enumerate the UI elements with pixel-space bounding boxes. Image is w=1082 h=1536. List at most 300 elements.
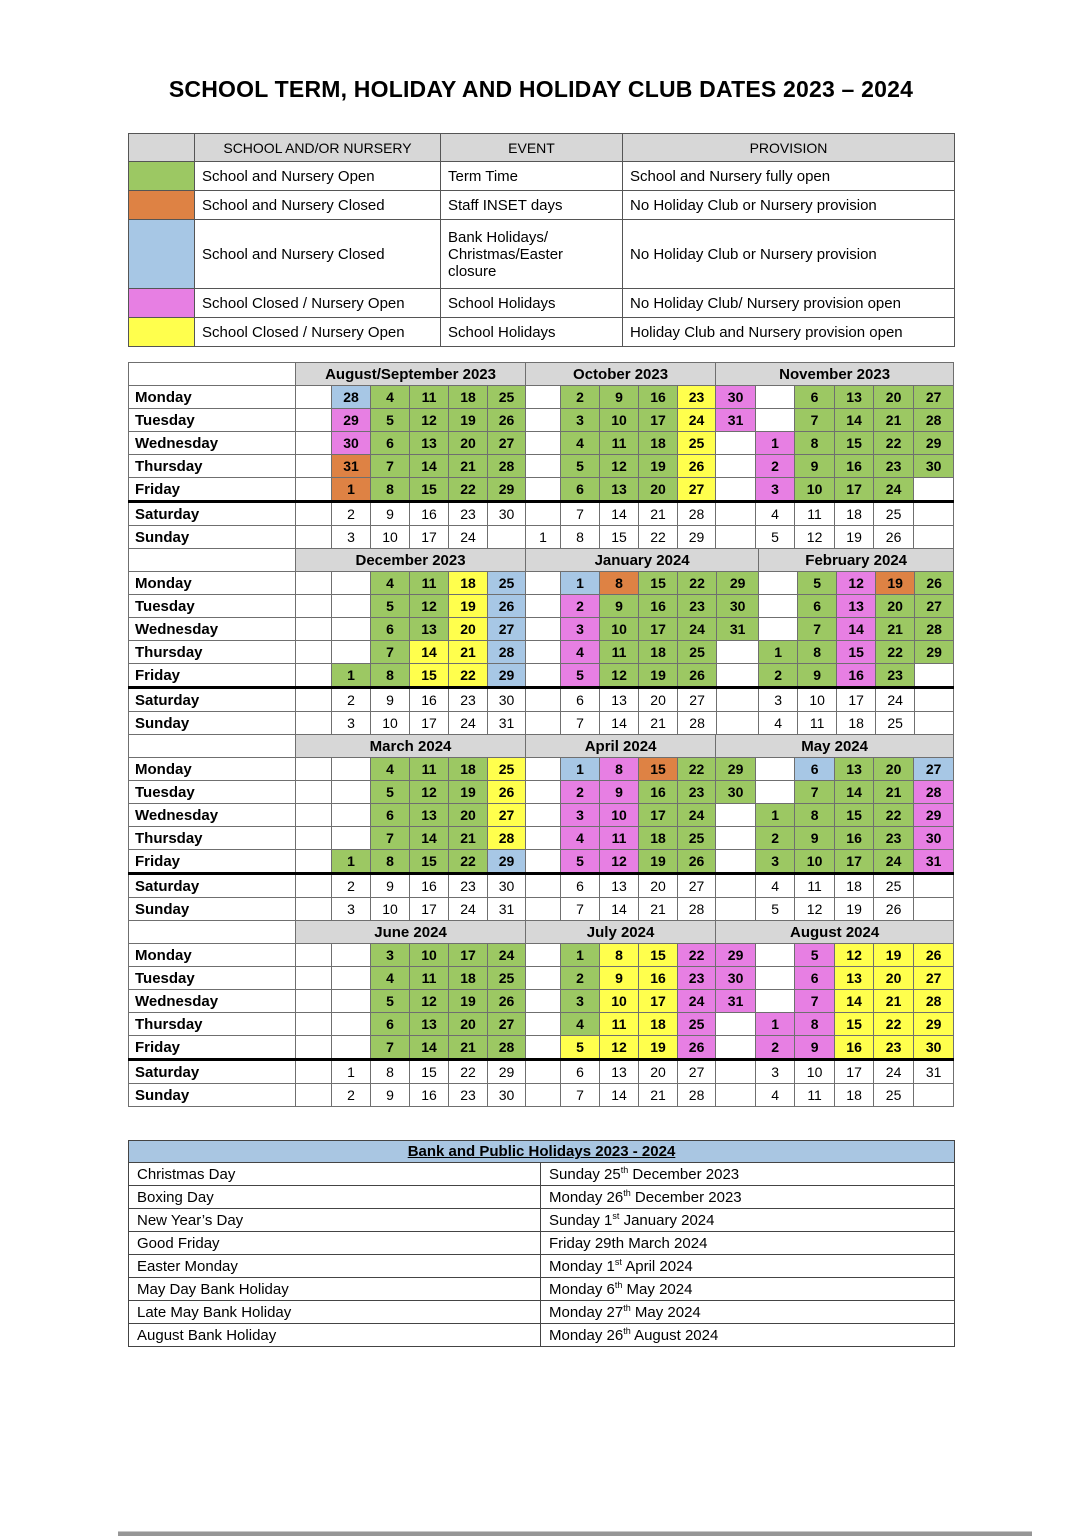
day-name-label: Sunday bbox=[129, 898, 296, 921]
month-header: October 2023 bbox=[526, 363, 716, 386]
date-cell: 17 bbox=[449, 944, 488, 967]
empty-cell bbox=[296, 478, 332, 502]
empty-cell bbox=[716, 478, 756, 502]
legend-provision: Holiday Club and Nursery provision open bbox=[623, 318, 955, 347]
date-cell: 14 bbox=[410, 1036, 449, 1060]
calendar-group-1 bbox=[128, 362, 954, 549]
calendar-group-4 bbox=[128, 920, 954, 1107]
date-cell: 15 bbox=[639, 572, 678, 595]
bank-holidays-table bbox=[128, 1140, 955, 1347]
date-cell: 20 bbox=[639, 1060, 678, 1084]
empty-cell bbox=[526, 641, 561, 664]
legend-school: School Closed / Nursery Open bbox=[195, 289, 441, 318]
date-cell: 22 bbox=[639, 526, 678, 549]
legend-table bbox=[128, 133, 955, 347]
date-cell: 10 bbox=[371, 712, 410, 735]
date-cell: 24 bbox=[678, 409, 716, 432]
date-cell: 25 bbox=[488, 967, 526, 990]
bank-holiday-row bbox=[129, 1186, 955, 1209]
date-cell: 24 bbox=[449, 712, 488, 735]
date-cell: 13 bbox=[600, 1060, 639, 1084]
date-cell: 3 bbox=[561, 618, 600, 641]
empty-cell bbox=[296, 386, 332, 409]
empty-cell bbox=[717, 664, 759, 688]
date-cell: 12 bbox=[837, 572, 876, 595]
empty-cell bbox=[296, 432, 332, 455]
legend-header-school: SCHOOL AND/OR NURSERY bbox=[195, 134, 441, 162]
month-header: November 2023 bbox=[716, 363, 954, 386]
date-cell: 24 bbox=[678, 618, 717, 641]
bank-holiday-name: Good Friday bbox=[129, 1232, 541, 1255]
date-cell: 27 bbox=[488, 432, 526, 455]
date-cell: 24 bbox=[449, 526, 488, 549]
legend-header-empty bbox=[129, 134, 195, 162]
empty-cell bbox=[332, 781, 371, 804]
date-cell: 10 bbox=[600, 409, 639, 432]
date-cell: 3 bbox=[332, 898, 371, 921]
date-cell: 16 bbox=[639, 595, 678, 618]
date-cell: 2 bbox=[759, 664, 798, 688]
date-cell: 5 bbox=[561, 1036, 600, 1060]
date-cell: 8 bbox=[795, 804, 835, 827]
bank-holiday-name: August Bank Holiday bbox=[129, 1324, 541, 1347]
legend-swatch-magenta bbox=[129, 289, 195, 318]
date-cell: 21 bbox=[639, 898, 678, 921]
date-cell: 8 bbox=[795, 1013, 835, 1036]
day-name-label: Wednesday bbox=[129, 618, 296, 641]
bank-holiday-date: Monday 26th December 2023 bbox=[541, 1186, 955, 1209]
date-cell: 15 bbox=[410, 1060, 449, 1084]
empty-cell bbox=[332, 595, 371, 618]
empty-cell bbox=[756, 758, 795, 781]
empty-cell bbox=[296, 1084, 332, 1107]
empty-cell bbox=[526, 478, 561, 502]
date-cell: 2 bbox=[756, 455, 795, 478]
date-cell: 16 bbox=[410, 502, 449, 526]
date-cell: 3 bbox=[561, 804, 600, 827]
date-cell: 12 bbox=[600, 1036, 639, 1060]
date-cell: 8 bbox=[798, 641, 837, 664]
date-cell: 10 bbox=[371, 526, 410, 549]
date-cell: 30 bbox=[716, 386, 756, 409]
day-name-label: Tuesday bbox=[129, 595, 296, 618]
empty-cell bbox=[526, 1084, 561, 1107]
legend-row-term-time bbox=[129, 162, 955, 191]
date-cell: 8 bbox=[561, 526, 600, 549]
date-cell: 28 bbox=[678, 898, 716, 921]
date-cell: 20 bbox=[449, 1013, 488, 1036]
next-page-table-edge bbox=[118, 1531, 1032, 1536]
date-cell: 15 bbox=[639, 944, 678, 967]
month-header: March 2024 bbox=[296, 735, 526, 758]
date-cell: 28 bbox=[678, 712, 717, 735]
date-cell: 19 bbox=[449, 595, 488, 618]
date-cell: 29 bbox=[488, 664, 526, 688]
date-cell: 18 bbox=[449, 967, 488, 990]
legend-school: School and Nursery Closed bbox=[195, 191, 441, 220]
date-cell: 17 bbox=[639, 618, 678, 641]
date-cell: 30 bbox=[717, 595, 759, 618]
legend-school: School Closed / Nursery Open bbox=[195, 318, 441, 347]
date-cell: 28 bbox=[915, 618, 954, 641]
date-cell: 29 bbox=[488, 850, 526, 874]
date-cell: 7 bbox=[561, 502, 600, 526]
date-cell: 17 bbox=[410, 898, 449, 921]
bank-holiday-name: Easter Monday bbox=[129, 1255, 541, 1278]
date-cell: 9 bbox=[371, 874, 410, 898]
date-cell: 27 bbox=[678, 874, 716, 898]
date-cell: 21 bbox=[449, 641, 488, 664]
date-cell: 30 bbox=[332, 432, 371, 455]
empty-cell bbox=[332, 758, 371, 781]
legend-provision: No Holiday Club or Nursery provision bbox=[623, 191, 955, 220]
bank-holiday-row bbox=[129, 1209, 955, 1232]
date-cell: 2 bbox=[561, 595, 600, 618]
date-cell: 22 bbox=[678, 944, 716, 967]
date-cell: 20 bbox=[639, 478, 678, 502]
bank-holiday-date: Sunday 25th December 2023 bbox=[541, 1163, 955, 1186]
date-cell: 31 bbox=[716, 409, 756, 432]
day-name-label: Monday bbox=[129, 386, 296, 409]
date-cell: 23 bbox=[678, 595, 717, 618]
date-cell: 27 bbox=[914, 967, 954, 990]
day-name-label: Saturday bbox=[129, 1060, 296, 1084]
day-name-label: Friday bbox=[129, 478, 296, 502]
date-cell: 18 bbox=[449, 758, 488, 781]
date-cell: 3 bbox=[332, 526, 371, 549]
empty-cell bbox=[488, 526, 526, 549]
date-cell: 11 bbox=[600, 641, 639, 664]
date-cell: 31 bbox=[717, 618, 759, 641]
date-cell: 21 bbox=[639, 712, 678, 735]
month-header: August/September 2023 bbox=[296, 363, 526, 386]
date-cell: 11 bbox=[600, 1013, 639, 1036]
date-cell: 23 bbox=[874, 1036, 914, 1060]
empty-cell bbox=[332, 1036, 371, 1060]
date-cell: 15 bbox=[835, 1013, 874, 1036]
date-cell: 28 bbox=[914, 409, 954, 432]
date-cell: 5 bbox=[795, 944, 835, 967]
date-cell: 17 bbox=[410, 712, 449, 735]
date-cell: 29 bbox=[717, 572, 759, 595]
date-cell: 31 bbox=[488, 712, 526, 735]
date-cell: 19 bbox=[639, 664, 678, 688]
legend-swatch-orange bbox=[129, 191, 195, 220]
date-cell: 28 bbox=[488, 1036, 526, 1060]
date-cell: 20 bbox=[874, 967, 914, 990]
date-cell: 19 bbox=[639, 455, 678, 478]
date-cell: 14 bbox=[600, 712, 639, 735]
date-cell: 1 bbox=[756, 432, 795, 455]
day-name-label: Saturday bbox=[129, 874, 296, 898]
date-cell: 18 bbox=[449, 386, 488, 409]
date-cell: 12 bbox=[600, 455, 639, 478]
date-cell: 26 bbox=[914, 944, 954, 967]
empty-cell bbox=[296, 1036, 332, 1060]
date-cell: 1 bbox=[332, 478, 371, 502]
legend-swatch-yellow bbox=[129, 318, 195, 347]
empty-cell bbox=[716, 1084, 756, 1107]
date-cell: 9 bbox=[371, 502, 410, 526]
date-cell: 17 bbox=[835, 850, 874, 874]
empty-cell bbox=[296, 781, 332, 804]
date-cell: 27 bbox=[914, 386, 954, 409]
date-cell: 21 bbox=[874, 781, 914, 804]
empty-cell bbox=[716, 1013, 756, 1036]
empty-cell bbox=[716, 502, 756, 526]
bank-holiday-row bbox=[129, 1232, 955, 1255]
date-cell: 13 bbox=[835, 967, 874, 990]
date-cell: 18 bbox=[837, 712, 876, 735]
date-cell: 1 bbox=[332, 1060, 371, 1084]
date-cell: 22 bbox=[874, 804, 914, 827]
empty-cell bbox=[296, 664, 332, 688]
date-cell: 29 bbox=[914, 1013, 954, 1036]
date-cell: 28 bbox=[914, 781, 954, 804]
date-cell: 24 bbox=[449, 898, 488, 921]
date-cell: 5 bbox=[756, 898, 795, 921]
date-cell: 13 bbox=[410, 1013, 449, 1036]
date-cell: 7 bbox=[798, 618, 837, 641]
date-cell: 5 bbox=[756, 526, 795, 549]
date-cell: 29 bbox=[332, 409, 371, 432]
empty-cell bbox=[526, 967, 561, 990]
date-cell: 31 bbox=[914, 1060, 954, 1084]
date-cell: 18 bbox=[449, 572, 488, 595]
empty-cell bbox=[296, 712, 332, 735]
legend-event: Term Time bbox=[441, 162, 623, 191]
date-cell: 16 bbox=[837, 664, 876, 688]
date-cell: 30 bbox=[914, 1036, 954, 1060]
date-cell: 7 bbox=[795, 990, 835, 1013]
date-cell: 6 bbox=[561, 688, 600, 712]
date-cell: 18 bbox=[639, 641, 678, 664]
date-cell: 29 bbox=[716, 758, 756, 781]
date-cell: 16 bbox=[835, 827, 874, 850]
date-cell: 3 bbox=[332, 712, 371, 735]
date-cell: 14 bbox=[600, 898, 639, 921]
date-cell: 24 bbox=[678, 804, 716, 827]
date-cell: 3 bbox=[756, 850, 795, 874]
date-cell: 10 bbox=[600, 990, 639, 1013]
empty-cell bbox=[526, 595, 561, 618]
date-cell: 9 bbox=[798, 664, 837, 688]
date-cell: 30 bbox=[716, 967, 756, 990]
date-cell: 4 bbox=[371, 967, 410, 990]
page-title: SCHOOL TERM, HOLIDAY AND HOLIDAY CLUB DATES 2023 – 2024 bbox=[168, 76, 914, 102]
date-cell: 1 bbox=[332, 664, 371, 688]
date-cell: 10 bbox=[795, 850, 835, 874]
legend-row-bank-holidays bbox=[129, 220, 955, 289]
day-name-label: Thursday bbox=[129, 1013, 296, 1036]
bank-holiday-name: New Year’s Day bbox=[129, 1209, 541, 1232]
date-cell: 23 bbox=[449, 1084, 488, 1107]
date-cell: 15 bbox=[837, 641, 876, 664]
date-cell: 1 bbox=[526, 526, 561, 549]
date-cell: 4 bbox=[759, 712, 798, 735]
date-cell: 24 bbox=[678, 990, 716, 1013]
date-cell: 10 bbox=[798, 688, 837, 712]
date-cell: 24 bbox=[488, 944, 526, 967]
date-cell: 21 bbox=[874, 409, 914, 432]
day-name-label: Sunday bbox=[129, 526, 296, 549]
date-cell: 21 bbox=[639, 502, 678, 526]
date-cell: 16 bbox=[410, 874, 449, 898]
empty-cell bbox=[716, 804, 756, 827]
day-name-label: Monday bbox=[129, 758, 296, 781]
date-cell: 20 bbox=[639, 874, 678, 898]
calendar-corner-cell bbox=[129, 549, 296, 572]
date-cell: 15 bbox=[835, 804, 874, 827]
date-cell: 12 bbox=[795, 526, 835, 549]
legend-provision: No Holiday Club/ Nursery provision open bbox=[623, 289, 955, 318]
empty-cell bbox=[756, 386, 795, 409]
empty-cell bbox=[296, 455, 332, 478]
legend-row-inset bbox=[129, 191, 955, 220]
legend-header-provision: PROVISION bbox=[623, 134, 955, 162]
day-name-label: Thursday bbox=[129, 827, 296, 850]
date-cell: 21 bbox=[876, 618, 915, 641]
date-cell: 7 bbox=[561, 898, 600, 921]
date-cell: 8 bbox=[600, 944, 639, 967]
day-name-label: Wednesday bbox=[129, 990, 296, 1013]
date-cell: 23 bbox=[678, 967, 716, 990]
date-cell: 6 bbox=[795, 967, 835, 990]
date-cell: 14 bbox=[600, 1084, 639, 1107]
empty-cell bbox=[296, 1060, 332, 1084]
date-cell: 22 bbox=[876, 641, 915, 664]
date-cell: 8 bbox=[600, 758, 639, 781]
date-cell: 23 bbox=[678, 386, 716, 409]
date-cell: 19 bbox=[835, 898, 874, 921]
date-cell: 14 bbox=[410, 641, 449, 664]
date-cell: 28 bbox=[914, 990, 954, 1013]
calendar-group-3 bbox=[128, 734, 954, 921]
date-cell: 4 bbox=[371, 758, 410, 781]
date-cell: 5 bbox=[561, 664, 600, 688]
calendar-corner-cell bbox=[129, 363, 296, 386]
empty-cell bbox=[526, 898, 561, 921]
empty-cell bbox=[526, 990, 561, 1013]
legend-event: Bank Holidays/ Christmas/Easter closure bbox=[441, 220, 623, 289]
empty-cell bbox=[296, 758, 332, 781]
date-cell: 23 bbox=[874, 455, 914, 478]
date-cell: 4 bbox=[371, 386, 410, 409]
date-cell: 1 bbox=[756, 804, 795, 827]
date-cell: 7 bbox=[371, 827, 410, 850]
date-cell: 10 bbox=[795, 1060, 835, 1084]
bank-holiday-date: Friday 29th March 2024 bbox=[541, 1232, 955, 1255]
date-cell: 4 bbox=[561, 432, 600, 455]
date-cell: 13 bbox=[600, 874, 639, 898]
date-cell: 25 bbox=[488, 386, 526, 409]
legend-header-event: EVENT bbox=[441, 134, 623, 162]
calendar-corner-cell bbox=[129, 735, 296, 758]
date-cell: 11 bbox=[795, 874, 835, 898]
empty-cell bbox=[717, 641, 759, 664]
date-cell: 21 bbox=[639, 1084, 678, 1107]
empty-cell bbox=[717, 712, 759, 735]
date-cell: 18 bbox=[639, 1013, 678, 1036]
date-cell: 4 bbox=[756, 502, 795, 526]
date-cell: 27 bbox=[914, 758, 954, 781]
date-cell: 11 bbox=[600, 432, 639, 455]
date-cell: 26 bbox=[915, 572, 954, 595]
month-header: April 2024 bbox=[526, 735, 716, 758]
date-cell: 1 bbox=[561, 572, 600, 595]
empty-cell bbox=[296, 526, 332, 549]
date-cell: 16 bbox=[639, 781, 678, 804]
date-cell: 31 bbox=[716, 990, 756, 1013]
date-cell: 29 bbox=[914, 432, 954, 455]
date-cell: 11 bbox=[410, 967, 449, 990]
bank-holiday-name: Boxing Day bbox=[129, 1186, 541, 1209]
date-cell: 5 bbox=[798, 572, 837, 595]
empty-cell bbox=[716, 1060, 756, 1084]
date-cell: 27 bbox=[678, 1060, 716, 1084]
empty-cell bbox=[296, 572, 332, 595]
date-cell: 8 bbox=[371, 478, 410, 502]
date-cell: 10 bbox=[600, 804, 639, 827]
empty-cell bbox=[296, 502, 332, 526]
empty-cell bbox=[526, 618, 561, 641]
empty-cell bbox=[296, 990, 332, 1013]
date-cell: 15 bbox=[600, 526, 639, 549]
empty-cell bbox=[716, 850, 756, 874]
empty-cell bbox=[332, 990, 371, 1013]
bank-holiday-name: Late May Bank Holiday bbox=[129, 1301, 541, 1324]
date-cell: 6 bbox=[371, 432, 410, 455]
date-cell: 30 bbox=[488, 1084, 526, 1107]
date-cell: 13 bbox=[600, 478, 639, 502]
day-name-label: Thursday bbox=[129, 455, 296, 478]
date-cell: 30 bbox=[914, 455, 954, 478]
bank-holiday-name: May Day Bank Holiday bbox=[129, 1278, 541, 1301]
date-cell: 26 bbox=[678, 1036, 716, 1060]
date-cell: 25 bbox=[488, 758, 526, 781]
date-cell: 5 bbox=[371, 990, 410, 1013]
bank-holiday-row bbox=[129, 1255, 955, 1278]
date-cell: 3 bbox=[756, 1060, 795, 1084]
date-cell: 26 bbox=[678, 455, 716, 478]
date-cell: 1 bbox=[332, 850, 371, 874]
date-cell: 9 bbox=[371, 688, 410, 712]
date-cell: 16 bbox=[639, 967, 678, 990]
date-cell: 23 bbox=[876, 664, 915, 688]
date-cell: 19 bbox=[449, 781, 488, 804]
date-cell: 12 bbox=[410, 781, 449, 804]
date-cell: 7 bbox=[561, 1084, 600, 1107]
date-cell: 28 bbox=[332, 386, 371, 409]
date-cell: 10 bbox=[795, 478, 835, 502]
date-cell: 17 bbox=[835, 478, 874, 502]
date-cell: 9 bbox=[795, 827, 835, 850]
month-header: May 2024 bbox=[716, 735, 954, 758]
date-cell: 9 bbox=[795, 1036, 835, 1060]
date-cell: 4 bbox=[561, 1013, 600, 1036]
date-cell: 30 bbox=[488, 688, 526, 712]
day-name-label: Sunday bbox=[129, 1084, 296, 1107]
legend-event: School Holidays bbox=[441, 318, 623, 347]
day-name-label: Wednesday bbox=[129, 804, 296, 827]
date-cell: 19 bbox=[449, 409, 488, 432]
date-cell: 11 bbox=[795, 502, 835, 526]
empty-cell bbox=[526, 712, 561, 735]
date-cell: 25 bbox=[678, 641, 717, 664]
date-cell: 20 bbox=[449, 618, 488, 641]
empty-cell bbox=[332, 618, 371, 641]
date-cell: 2 bbox=[756, 827, 795, 850]
